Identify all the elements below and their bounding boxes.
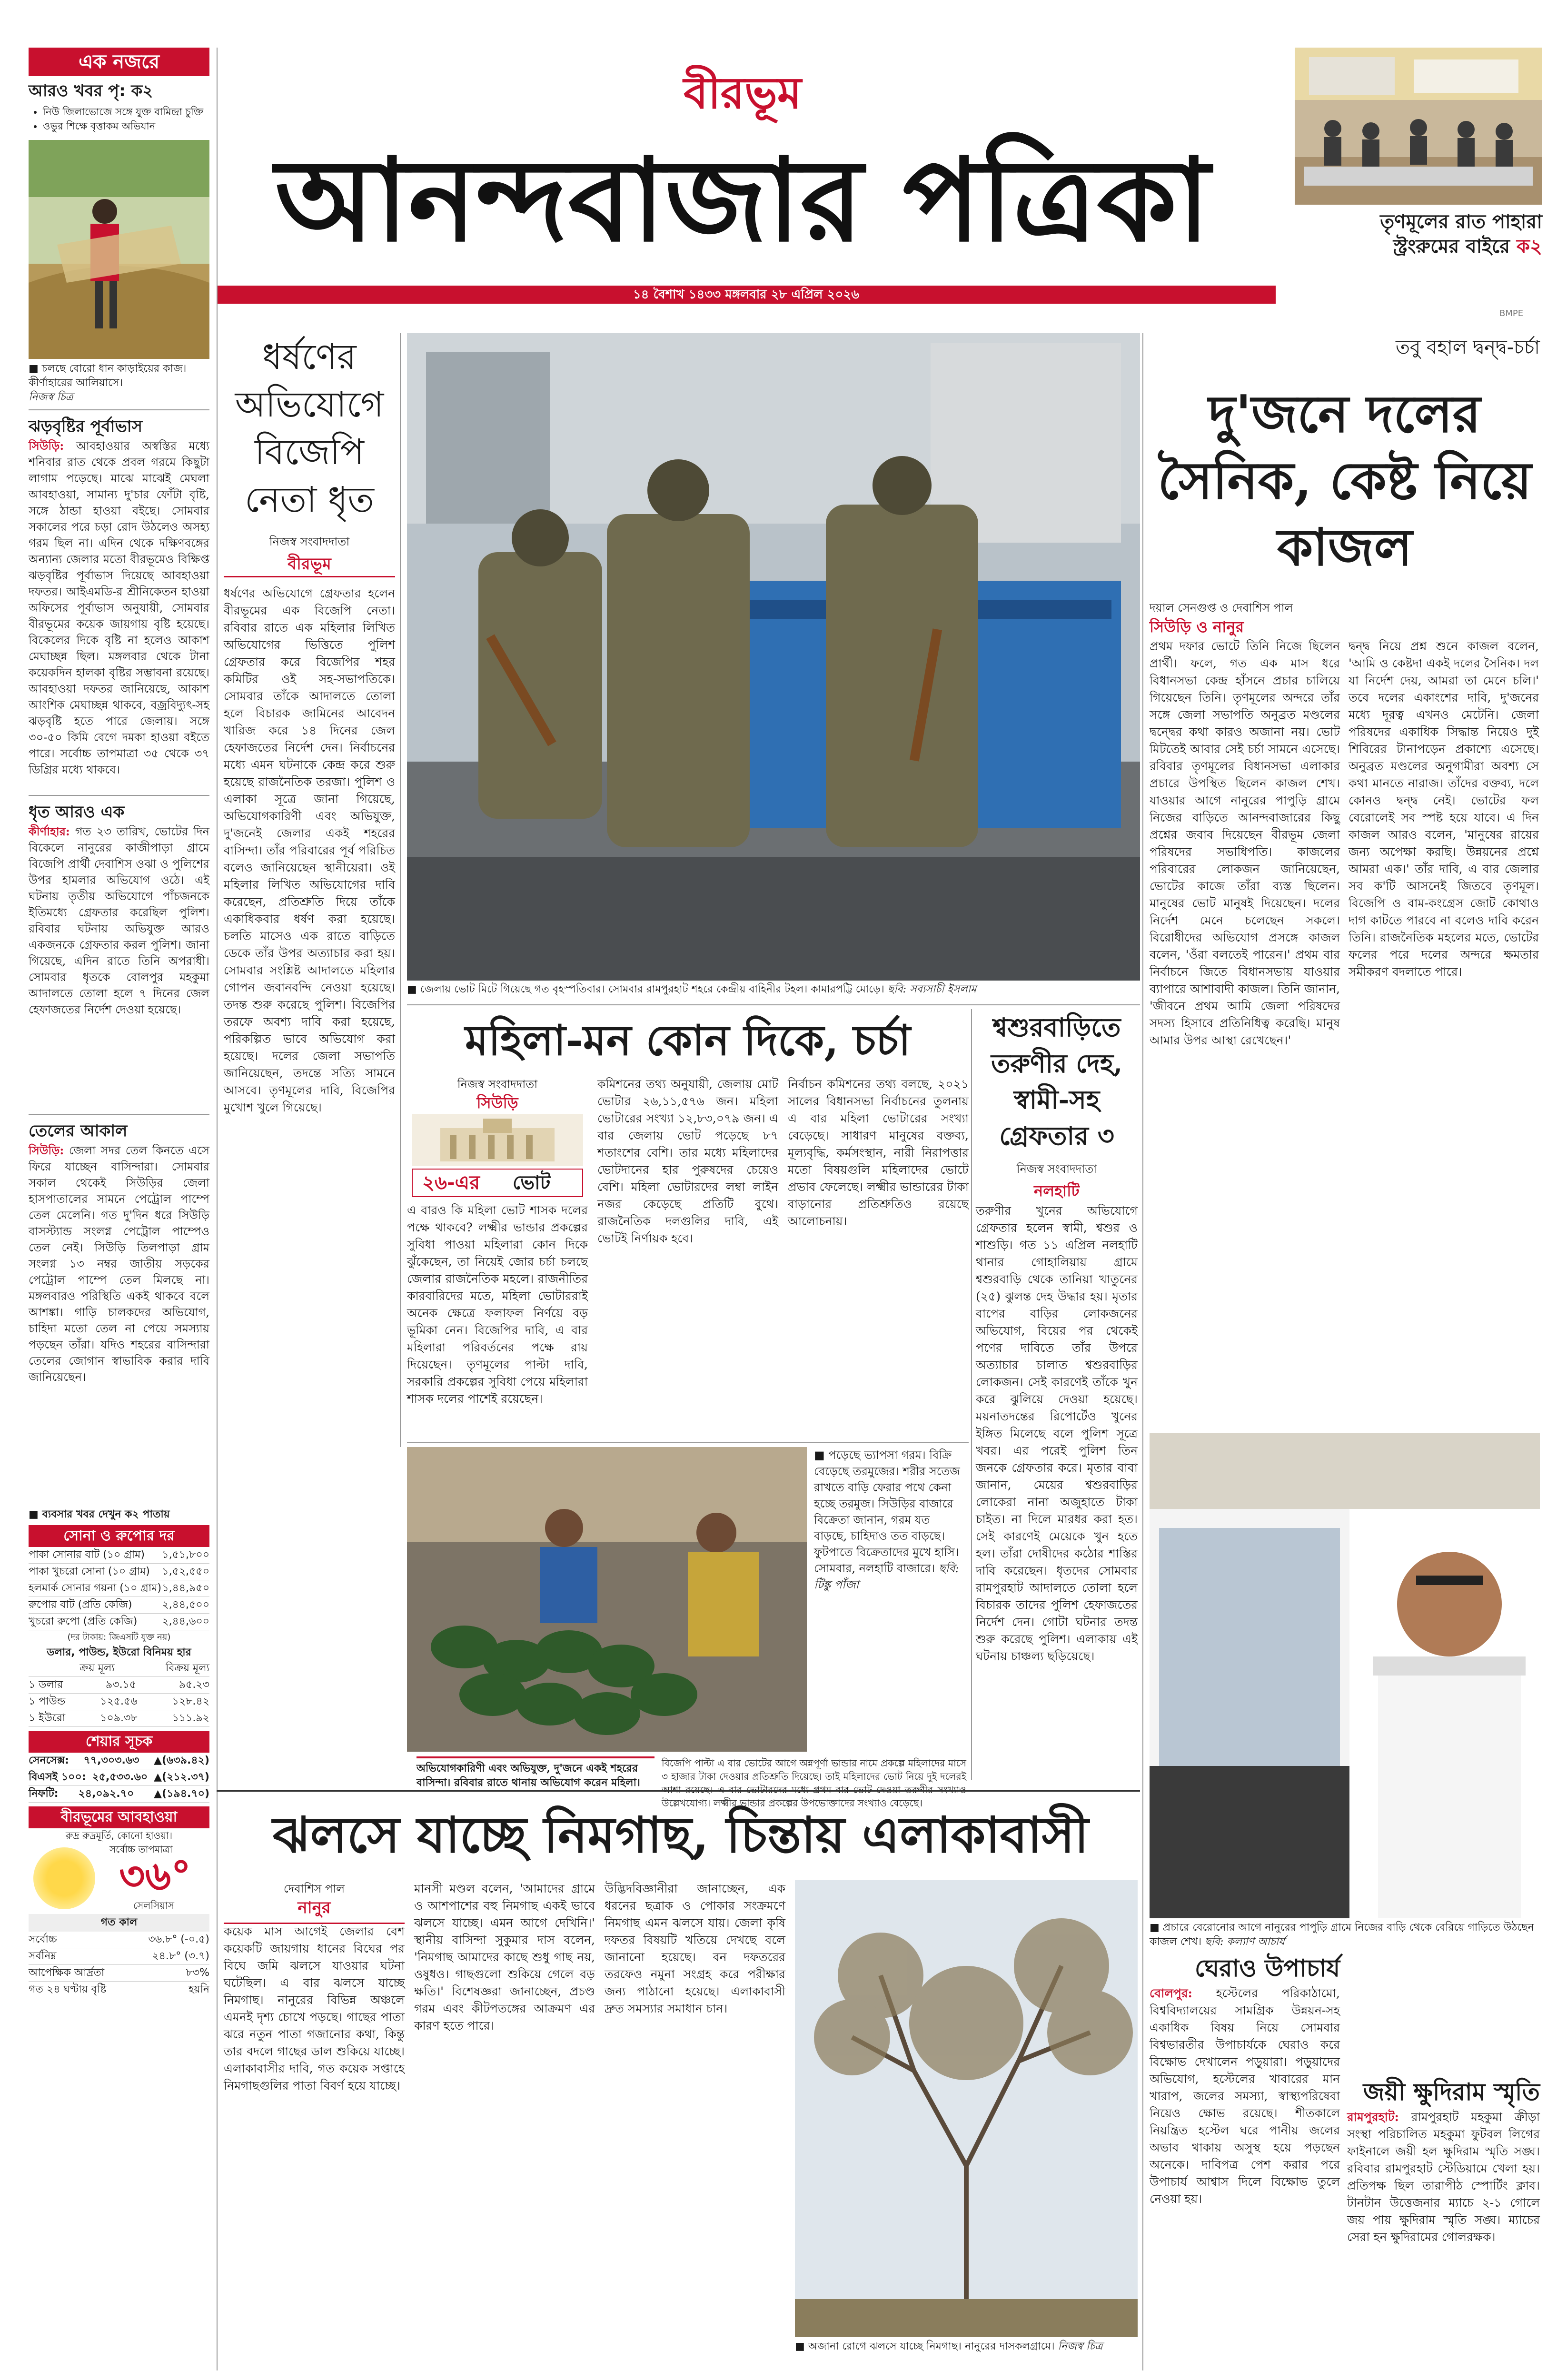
col-1: প্রথম দফার ভোটে তিনি নিজে ছিলেন প্রার্থী। ফলে, গত এক মাস ধরে বিধানসভা কেন্দ্র হাঁসনে প্রচার চালিয়ে গিয়েছেন তিনি। তৃণমূলের অন্দরে তাঁর সঙ্গে জেলা সভাপতি অনুব্রত মণ্ডলের দ্বন্দ্বের কথা কারও অজানা নয়। ভোট মিটতেই আবার সেই চর্চা সামনে এসেছে। রবিবার তৃণমূলের বিধানসভা এলাকার প্রচারে উপস্থিত ছিলেন কাজল শেখ। যাওয়ার আগে নানুরের পাপুড়ি গ্রামে নিজের বাড়িতে আনন্দবাজারের কিছু প্রশ্নের জবাব দিয়েছেন বীরভূম জেলা পরিষদের সভাধিপতি। কাজলের পরিবারের লোকজন জানিয়েছেন, ভোটের কাজে তাঁরা ব্যস্ত ছিলেন। মানুষের ভোট মানুষই দিয়েছেন। দলের নির্দেশ মেনে চলেছেন সকলে। বিরোধীদের অভিযোগ প্রসঙ্গে কাজল বলেন, 'ওঁরা বলতেই পারেন।' প্রথম বার নির্বাচনে জিতে বিধানসভায় যাওয়ার ব্যাপারে আশাবাদী কাজল। তিনি জানান, 'জীবনে প্রথম আমি জেলা পরিষদের সদস্য হিসাবে প্রতিনিধিত্ব করেছি। মানুষ আমার উপর আস্থা রেখেছেন।' xyxy=(1150,639,1340,1047)
arrest-body xyxy=(29,823,209,1109)
body-text: হস্টেলের পরিকাঠামো, বিশ্ববিদ্যালয়ের সামগ্রিক উন্নয়ন-সহ একাধিক বিষয় নিয়ে সোমবার বিশ্বভারতীর উপাচার্যকে ঘেরাও করে বিক্ষোভ দেখালেন পড়ুয়ারা। পড়ুয়াদের অভিযোগ, হস্টেলের খাবারের মান খারাপ, জলের সমস্যা, স্বাস্থ্যপরিষেবা নিয়েও ক্ষোভ রয়েছে। শীতকালে নিয়ন্ত্রিত হস্টেল ঘরে পানীয় জলের অভাব থাকায় অসুস্থ হয়ে পড়ছেন অনেকে। দাবিপত্র পেশ করার পরে উপাচার্য আশ্বাস দিলে বিক্ষোভ তুলে নেওয়া হয়। xyxy=(1150,1986,1340,2206)
place: সিউড়ি ও নানুর xyxy=(1150,618,1244,636)
kajal-photo[interactable] xyxy=(1150,1433,1540,1918)
table-row: খুচরো রুপো (প্রতি কেজি) ২,৪৪,৬০০ xyxy=(29,1614,209,1630)
table-row: ১ ইউরো ১০৯.৩৮ ১১১.৯২ xyxy=(29,1710,209,1727)
women-col-4: বিজেপি পাল্টা এ বার ভোটের আগে অন্নপূর্ণা ভান্ডার নামে প্রকল্পে মহিলাদের মাসে ৩ হাজার টাকা দেওয়ার প্রতিশ্রুতি দিয়েছে। তাই মহিলাদের ভোট নিয়ে দুই দলেরই উল্লেখযোগ্য। লক্ষ্মীর ভান্ডার প্রকল্পের উপভোক্তাদের সংখ্যাও বেড়েছে। xyxy=(662,1757,966,1809)
body-text: রামপুরহাট মহকুমা ক্রীড়া সংস্থা পরিচালিত মহকুমা ফুটবল লিগের ফাইনালে জয়ী হল ক্ষুদিরাম স্মৃতি সঙ্ঘ। রবিবার রামপুরহাট স্টেডিয়ামে খেলা হয়। প্রতিপক্ষ ছিল তারাপীঠ স্পোর্টিং ক্লাব। টানটান উত্তেজনার ম্যাচে ২-১ গোলে জয় পায় ক্ষুদিরাম স্মৃতি সঙ্ঘ। ম্যাচের সেরা হন ক্ষুদিরামের গোলরক্ষক। xyxy=(1347,2110,1540,2244)
harvest-credit: নিজস্ব চিত্র xyxy=(29,391,73,403)
table-row: রুপোর বাট (প্রতি কেজি) ২,৪৪,৫০০ xyxy=(29,1597,209,1614)
caption-text: ■ পড়েছে ভ্যাপসা গরম। বিক্রি বেড়েছে তরমুজের। শরীর সতেজ রাখতে বাড়ি ফেরার পথে কেনা হচ্ছে তরমুজ। সিউড়ির বাজারে বিক্রেতা জানান, গরম যত বাড়ছে, চাহিদাও তত বাড়ছে। ফুটপাতে বিক্রেতাদের মুখে হাসি। সোমবার, নলহাটি বাজারে। xyxy=(814,1448,960,1575)
table-row: ক্রয় মূল্য বিক্রয় মূল্য xyxy=(29,1660,209,1677)
main-photo[interactable] xyxy=(407,333,1140,981)
table-row: আপেক্ষিক আর্দ্রতা ৮৩% xyxy=(29,1965,209,1982)
more-news[interactable]: আরও খবর পৃ: ক২ xyxy=(29,81,153,100)
arrest-place: কীর্ণাহার: xyxy=(29,824,70,838)
gold-header: সোনা ও রুপোর দর xyxy=(29,1525,209,1547)
storm-text: আবহাওয়ার অস্বস্তির মধ্যে শনিবার রাত থেকে প্রবল গরমে কিছুটা লাগাম পড়েছে। মাঝে মাঝেই মেঘলা আবহাওয়া, সামান্য দু'চার ফোঁটা বৃষ্টি, সঙ্গে ঠান্ডা হাওয়া বইছে। সোমবার সকালের পরে চড়া রোদ উঠলেও অসহ্য গরম ছিল না। এদিন থেকে দক্ষিণবঙ্গের অন্যান্য জেলার মতো বীরভূমেও বিক্ষিপ্ত ঝড়বৃষ্টির পূর্বাভাস দিয়েছে আবহাওয়া দফতর। আইএমডি-র শ্রীনিকেতন হাওয়া অফিসের পূর্বাভাস অনুযায়ী, সোমবার বীরভূমের কয়েক জায়গায় বৃষ্টি হয়েছে। বিকেলের দিকে বৃষ্টি না হলেও আকাশ মেঘাচ্ছন্ন ছিল। মঙ্গলবার থেকে টানা কয়েকদিন হালকা বৃষ্টির সম্ভাবনা রয়েছে। আবহাওয়া দফতর জানিয়েছে, আকাশ আংশিক মেঘাচ্ছন্ন থাকবে, বজ্রবিদ্যুৎ-সহ ঝড়বৃষ্টি হতে পারে জেলায়। সঙ্গে ৩০-৫০ কিমি বেগে দমকা হাওয়া বইতে পারে। সর্বোচ্চ তাপমাত্রা ৩৫ থেকে ৩৭ ডিগ্রির মধ্যে থাকবে। xyxy=(29,439,209,776)
table-row: নিফটি: ২৪,০৯২.৭০ ▲(১৯৪.৭০) xyxy=(29,1786,209,1803)
table-row: বিএসই ১০০: ২৫,৫৩৩.৬০ ▲(২১২.৩৭) xyxy=(29,1769,209,1786)
body xyxy=(1150,1985,1340,2361)
share-table xyxy=(29,1753,209,1803)
forex-table xyxy=(29,1660,209,1727)
region-name: বীরভূম xyxy=(684,67,802,119)
headline[interactable]: ধর্ষণের অভিযোগে বিজেপি নেতা ধৃত xyxy=(235,337,384,520)
story-kajal xyxy=(1150,333,1540,1428)
weather-desc: রুদ্র রুদ্রমূর্তি, কোনো হাওয়া। xyxy=(66,1830,172,1841)
body: তরুণীর খুনের অভিযোগে গ্রেফতার হলেন স্বামী, শ্বশুর ও শাশুড়ি। গত ১১ এপ্রিল নলহাটি থানার গোহালিয়ায় গ্রামে শ্বশুরবাড়ি থেকে তানিয়া খাতুনের (২৫) ঝুলন্ত দেহ উদ্ধার হয়। মৃতার বাপের বাড়ির লোকজনের অভিযোগ, বিয়ের পর থেকেই পণের দাবিতে তাঁর উপরে অত্যাচার চালাত শ্বশুরবাড়ির লোকজন। সেই কারণেই তাঁকে খুন করে ঝুলিয়ে দেওয়া হয়েছে। ময়নাতদন্তের রিপোর্টেও খুনের ইঙ্গিত মিলেছে বলে পুলিশ সূত্রে খবর। এর পরেই পুলিশ তিন জনকে গ্রেফতার করে। মৃতার বাবা জানান, মেয়ের শ্বশুরবাড়ির লোকেরা নানা অজুহাতে টাকা চাইত। না দিলে মারধর করা হত। সেই কারণেই মেয়েকে খুন হতে হল। তাঁরা দোষীদের কঠোর শাস্তির দাবি করেছেন। ধৃতদের সোমবার রামপুরহাট আদালতে তোলা হলে বিচারক তাদের পুলিশ হেফাজতের নির্দেশ দেন। গোটা ঘটনার তদন্ত শুরু করেছে পুলিশ। এলাকায় এই ঘটনায় চাঞ্চল্য ছড়িয়েছে। xyxy=(976,1204,1138,1663)
table-row: সর্বোচ্চ ৩৬.৮° (-০.৫) xyxy=(29,1932,209,1948)
kajal-columns xyxy=(1150,638,1540,1380)
pull-quote: অভিযোগকারিণী এবং অভিযুক্ত, দু'জনে একই শহরের বাসিন্দা। রবিবার রাতে থানায় অভিযোগ করেন মহিলা। xyxy=(416,1762,640,1789)
table-row: ১ ডলার ৯৩.১৫ ৯৫.২৩ xyxy=(29,1677,209,1694)
caption-text: ■ প্রচারে বেরোনোর আগে নানুরের পাপুড়ি গ্রামে নিজের বাড়ি থেকে বেরিয়ে গাড়িতে উঠছেন কাজল শেখ। xyxy=(1150,1922,1534,1948)
divider xyxy=(400,333,401,1447)
weather-header: বীরভূমের আবহাওয়া xyxy=(29,1806,209,1828)
headline[interactable]: দু'জনে দলের সৈনিক, কেষ্ট নিয়ে কাজল xyxy=(1158,384,1532,577)
paper-title: আনন্দবাজার পত্রিকা xyxy=(275,133,1210,267)
divider xyxy=(29,409,209,410)
place: রামপুরহাট: xyxy=(1347,2110,1399,2124)
caption-text: ■ অজানা রোগে ঝলসে যাচ্ছে নিমগাছ। নানুরের দাসকলগ্রামে। xyxy=(795,2340,1055,2352)
col-1: কয়েক মাস আগেই জেলার বেশ কয়েকটি জায়গায় ধানের বিঘের পর বিঘে জমি ঝলসে যাওয়ার ঘটনা ঘটেছিল। এ বার ঝলসে যাচ্ছে নিমগাছ। নানুরের বিভিন্ন অঞ্চলে এমনই দৃশ্য চোখে পড়ছে। গাছের পাতা ঝরে নতুন পাতা গজানোর কথা, কিন্তু তার বদলে গাছের ডাল শুকিয়ে যাচ্ছে। এলাকাবাসীর দাবি, গত কয়েক সপ্তাহে নিমগাছগুলির পাতা বিবর্ণ হয়ে যাচ্ছে। xyxy=(224,1924,405,2092)
divider xyxy=(217,1790,1140,1792)
storm-body xyxy=(29,438,209,790)
divider xyxy=(29,795,209,796)
headline[interactable]: ঘেরাও উপাচার্য xyxy=(1194,1954,1340,1982)
story-rape xyxy=(224,333,395,1442)
business-note[interactable]: ■ ব্যবসার খবর দেখুন ক২ পাতায় xyxy=(29,1508,170,1520)
story-gherao xyxy=(1150,1952,1340,2370)
headline[interactable]: জয়ী ক্ষুদিরাম স্মৃতি xyxy=(1363,2078,1540,2106)
ek-nazare-header: এক নজরে xyxy=(29,48,209,76)
list-item[interactable]: • নিউ জিলাভোজে সঙ্গে যুক্ত বামিন্দ্রা চুক্তি xyxy=(43,105,209,119)
byline: দয়াল সেনগুপ্ত ও দেবাশিস পাল xyxy=(1150,601,1293,615)
headline[interactable]: ঝলসে যাচ্ছে নিমগাছ, চিন্তায় এলাকাবাসী xyxy=(272,1805,1089,1864)
divider xyxy=(1142,1790,1143,2370)
teaser-page: ক২ xyxy=(1517,235,1542,258)
divider xyxy=(407,1004,1140,1005)
story-neem xyxy=(224,1799,1138,2370)
assembly-icon xyxy=(412,1114,583,1166)
neem-photo-caption xyxy=(795,2340,1138,2354)
main-photo-caption xyxy=(407,982,1140,997)
market-photo-caption xyxy=(814,1447,966,1752)
pull-quote-box xyxy=(416,1756,654,1785)
place: নলহাটি xyxy=(1034,1182,1080,1200)
body xyxy=(1347,2109,1540,2366)
story-khudiram xyxy=(1347,1952,1540,2370)
col-2: কমিশনের তথ্য অনুযায়ী, জেলায় মোট ভোটার ২৬,১১,৫৭৬ জন। মহিলা ভোটারের সংখ্যা ১২,৮৩,০৭৯ জন। এ বার জেলায় ভোট পড়েছে ৮৭ শতাংশের বেশি। তার মধ্যে মহিলাদের ভোটদানের হার পুরুষদের চেয়েও বেশি। মহিলা ভোটারদের লম্বা লাইন নজর কেড়েছে প্রতিটি বুথে। রাজনৈতিক দলগুলির দাবি, এই ভোটই নির্ণায়ক হবে। xyxy=(597,1077,778,1245)
neem-photo[interactable] xyxy=(795,1880,1138,2337)
place: সিউড়ি xyxy=(476,1094,518,1112)
story-women xyxy=(407,1009,969,1438)
masthead xyxy=(209,29,1276,295)
place: নানুর xyxy=(224,1895,405,1924)
gold-note: (দর টাকায়: জিএসটি যুক্ত নয়) xyxy=(67,1632,171,1642)
market-photo[interactable] xyxy=(407,1447,807,1752)
storm-title[interactable]: ঝড়বৃষ্টির পূর্বাভাস xyxy=(29,417,143,436)
place: বীরভূম xyxy=(224,552,395,577)
yesterday-label: গত কাল xyxy=(29,1914,209,1932)
oil-body xyxy=(29,1142,209,1504)
divider xyxy=(29,1114,209,1115)
dateline: ১৪ বৈশাখ ১৪৩৩ মঙ্গলবার ২৮ এপ্রিল ২০২৬ xyxy=(633,288,860,302)
col-2: দ্বন্দ্ব নিয়ে প্রশ্ন শুনে কাজল বলেন, 'আমি ও কেষ্টদা একই দলের সৈনিক। দল যা নির্দেশ দেয়, আমরা তা মেনে চলি।' তবে দলের একাংশের দাবি, দু'জনের মধ্যে দূরত্ব এখনও মেটেনি। জেলা পরিষদের একাধিক সিদ্ধান্ত নিয়েও দুই শিবিরের টানাপড়েন প্রকাশ্যে এসেছে। অনুব্রত মণ্ডলের অনুগামীরা অবশ্য সে কথা মানতে নারাজ। তাঁদের বক্তব্য, দলে কোনও দ্বন্দ্ব নেই। ভোটের ফল বেরোলেই সব স্পষ্ট হয়ে যাবে। এ দিন কাজল আরও বলেন, 'মানুষের রায়ের জন্য অপেক্ষা করছি। উন্নয়নের প্রশ্নে আমরা এক।' তাঁর দাবি, এ বার জেলার সব ক'টি আসনেই জিতবে তৃণমূল। বিজেপি ও বাম-কংগ্রেস জোট কোথাও দাগ কাটতে পারবে না বলেও দাবি করেন তিনি। রাজনৈতিক মহলের মতে, ভোটের ফলের পরে দলের অন্দরে ক্ষমতার সমীকরণ বদলাতে পারে। xyxy=(1349,639,1539,979)
forex-title: ডলার, পাউন্ড, ইউরো বিনিময় হার xyxy=(47,1646,191,1658)
teaser-photo[interactable] xyxy=(1295,48,1542,205)
byline: দেবাশিস পাল xyxy=(283,1882,345,1895)
divider xyxy=(407,1442,969,1443)
weather-block xyxy=(29,1843,209,1914)
story-bride xyxy=(976,1009,1138,1785)
weather-table xyxy=(29,1932,209,1998)
dateline-bar xyxy=(217,286,1276,304)
caption-credit: ছবি: টিঙ্কু পাঁজা xyxy=(814,1562,959,1591)
place: বোলপুর: xyxy=(1150,1986,1192,2000)
kicker: তবু বহাল দ্বন্দ্ব-চর্চা xyxy=(1395,337,1540,358)
caption-credit: ছবি: কল্যাণ আচার্য xyxy=(1205,1936,1285,1948)
tag-word: ভোট xyxy=(513,1172,551,1194)
divider xyxy=(971,1009,972,1780)
teaser-line2-text: স্ট্রংরুমের বাইরে xyxy=(1393,235,1510,258)
more-news-list xyxy=(29,105,209,133)
table-row: ১ পাউন্ড ১২৫.৫৬ ১২৮.৪২ xyxy=(29,1694,209,1710)
teaser-line2[interactable] xyxy=(1295,234,1542,259)
byline: নিজস্ব সংবাদদাতা xyxy=(457,1078,538,1091)
caption-text: ■ জেলায় ভোট মিটে গিয়েছে গত বৃহস্পতিবার। সোমবার রামপুরহাট শহরে কেন্দ্রীয় বাহিনীর টহল। কামারপট্টি মোড়ে। xyxy=(407,983,884,995)
table-row: পাকা খুচরো সোনা (১০ গ্রাম) ১,৫২,৫৫০ xyxy=(29,1564,209,1580)
temp-label: সর্বোচ্চ তাপমাত্রা xyxy=(109,1844,173,1855)
col-3: উদ্ভিদবিজ্ঞানীরা জানাচ্ছেন, এক ধরনের ছত্রাক ও পোকার সংক্রমণে নিমগাছ এমন ঝলসে যায়। জেলা কৃষি দফতর বিষয়টি খতিয়ে দেখছে বলে জানানো হয়েছে। বন দফতরের তরফেও নমুনা সংগ্রহ করে পরীক্ষার জন্য পাঠানো হয়েছে। এলাকাবাসী দ্রুত সমস্যার সমাধান চান। xyxy=(605,1882,785,2015)
caption-credit: ছবি: সব্যসাচী ইসলাম xyxy=(887,983,977,995)
caption-credit: নিজস্ব চিত্র xyxy=(1058,2340,1103,2352)
storm-place: সিউড়ি: xyxy=(29,439,64,453)
headline[interactable]: মহিলা-মন কোন দিকে, চর্চা xyxy=(465,1015,911,1065)
body: ধর্ষণের অভিযোগে গ্রেফতার হলেন বীরভূমের এক বিজেপি নেতা। রবিবার রাতে এক মহিলার লিখিত অভিযোগের ভিত্তিতে পুলিশ গ্রেফতার করে বিজেপির শহর কমিটির ওই সহ-সভাপতিকে। সোমবার তাঁকে আদালতে তোলা হলে বিচারক জামিনের আবেদন খারিজ করে ১৪ দিনের জেল হেফাজতের নির্দেশ দেন। নির্বাচনের মধ্যে এমন ঘটনাকে কেন্দ্র করে শুরু হয়েছে রাজনৈতিক তরজা। পুলিশ ও এলাকা সূত্রে জানা গিয়েছে, অভিযোগকারিণী এবং অভিযুক্ত, দু'জনেই জেলার একই শহরের বাসিন্দা। তাঁর পরিবারের পূর্ব পরিচিত বলেও জানিয়েছেন স্থানীয়েরা। ওই মহিলার লিখিত অভিযোগের দাবি করেছেন, প্রতিশ্রুতি দিয়ে তাঁকে একাধিকবার ধর্ষণ করা হয়েছে। চলতি মাসেও এক রাতে বাড়িতে ডেকে তাঁর উপর অত্যাচার করা হয়। সোমবার সংশ্লিষ্ট আদালতে মহিলার গোপন জবানবন্দি নেওয়া হয়েছে। তদন্ত শুরু করেছে পুলিশ। বিজেপির তরফে অবশ্য দাবি করা হয়েছে, পরিকল্পিত ভাবে অভিযোগ করা হয়েছে। দলের জেলা সভাপতি জানিয়েছেন, তদন্তে সত্যি সামনে আসবে। তৃণমূলের দাবি, বিজেপির মুখোশ খুলে গিয়েছে। xyxy=(224,586,395,1114)
arrest-title[interactable]: ধৃত আরও এক xyxy=(29,803,125,822)
headline[interactable]: শ্বশুরবাড়িতে তরুণীর দেহ, স্বামী-সহ গ্রেফতার ৩ xyxy=(991,1012,1122,1151)
gold-table xyxy=(29,1547,209,1630)
oil-text: জেলা সদর তেল কিনতে এসে ফিরে যাচ্ছেন বাসিন্দারা। সোমবার সকাল থেকেই সিউড়ির জেলা হাসপাতালের সামনে পেট্রোল পাম্পে তেল মেলেনি। গত দু'দিন ধরে সিউড়ি বাসস্ট্যান্ড সংলগ্ন পেট্রোল পাম্পেও তেল নেই। সিউড়ি তিলপাড়া গ্রাম সংলগ্ন ১৩ নম্বর জাতীয় সড়কের পেট্রোল পাম্পে তেল মিলছে না। মঙ্গলবারও পরিস্থিতি একই থাকবে বলে আশঙ্কা। গাড়ি চালকদের অভিযোগ, চাহিদা মতো তেল না পেয়ে সমস্যায় পড়ছেন তাঁরা। যদিও শহরের বাসিন্দারা তেলের জোগান স্বাভাবিক করার দাবি জানিয়েছেন। xyxy=(29,1144,210,1384)
temp-value: ৩৬° xyxy=(119,1853,191,1899)
harvest-caption: ■ চলছে বোরো ধান কাড়াইয়ের কাজ। কীর্ণাহারের আলিয়াসে। xyxy=(29,363,187,389)
table-row: সর্বনিম্ন ২৪.৮° (৩.৭) xyxy=(29,1948,209,1965)
table-row: সেনসেক্স: ৭৭,৩০৩.৬৩ ▲(৬৩৯.৪২) xyxy=(29,1753,209,1769)
oil-place: সিউড়ি: xyxy=(29,1143,64,1157)
election-tag xyxy=(412,1169,583,1197)
divider xyxy=(217,48,218,2370)
oil-title[interactable]: তেলের আকাল xyxy=(29,1121,128,1140)
tag-num: ২৬-এর xyxy=(422,1172,480,1194)
byline: নিজস্ব সংবাদদাতা xyxy=(269,535,350,548)
table-row: হলমার্ক সোনার গয়না (১০ গ্রাম) ১,৪৪,৯৫০ xyxy=(29,1580,209,1597)
edition-code: BMPE xyxy=(1499,308,1524,318)
share-header: শেয়ার সূচক xyxy=(29,1731,209,1753)
harvest-photo[interactable] xyxy=(29,140,209,359)
gherao-cont xyxy=(1347,1952,1540,2075)
col-3: নির্বাচন কমিশনের তথ্য বলছে, ২০২১ সালের বিধানসভা নির্বাচনের তুলনায় এ বার মহিলা ভোটারের সংখ্যা বেড়েছে। সাধারণ মানুষের বক্তব্য, মূল্যবৃদ্ধি, কর্মসংস্থান, নারী নিরাপত্তার মতো বিষয়গুলি মহিলাদের ভোটে প্রভাব ফেলেছে। লক্ষ্মীর ভান্ডারের টাকা বাড়ানোর প্রতিশ্রুতিও রয়েছে আলোচনায়। xyxy=(788,1077,969,1228)
col-2: মানসী মণ্ডল বলেন, 'আমাদের গ্রামে ও আশপাশের বহু নিমগাছ একই ভাবে ঝলসে যাচ্ছে। এমন আগে দেখিনি।' স্থানীয় বাসিন্দা সুকুমার দাস বলেন, 'নিমগাছ আমাদের কাছে শুধু গাছ নয়, ওষুধও। গাছগুলো শুকিয়ে গেলে বড় ক্ষতি।' বিশেষজ্ঞরা জানাচ্ছেন, প্রচণ্ড গরম এবং কীটপতঙ্গের আক্রমণ এর কারণ হতে পারে। xyxy=(414,1882,595,2033)
sun-icon xyxy=(33,1847,95,1909)
list-item[interactable]: • ওভুর শিক্ষে বৃত্তাকম অভিযান xyxy=(43,119,209,133)
arrest-text: গত ২৩ তারিখ, ভোটের দিন বিকেলে নানুরের কাজীপাড়া গ্রামে বিজেপি প্রার্থী দেবাশিস ওঝা ও পুলিশের উপর হামলার অভিযোগ ওঠে। এই ঘটনায় তৃতীয় অভিযোগে পাঁচজনকে ইতিমধ্যে গ্রেফতার করেছিল পুলিশ। রবিবার ঘটনায় অভিযুক্ত আরও একজনকে গ্রেফতার করল পুলিশ। জানা গিয়েছে, এদিন রাতে তিনি অপরাধী। সোমবার ধৃতকে বোলপুর মহকুমা আদালতে তোলা হলে ৭ দিনের জেল হেফাজতের নির্দেশ দেওয়া হয়েছে। xyxy=(29,825,209,1016)
left-column xyxy=(29,48,209,2370)
temp-unit: সেলসিয়াস xyxy=(133,1900,174,1911)
table-row: গত ২৪ ঘণ্টায় বৃষ্টি হয়নি xyxy=(29,1982,209,1998)
divider xyxy=(1142,333,1143,1790)
table-row: পাকা সোনার বাট (১০ গ্রাম) ১,৫১,৮০০ xyxy=(29,1547,209,1564)
byline: নিজস্ব সংবাদদাতা xyxy=(1016,1162,1097,1176)
col-1: এ বারও কি মহিলা ভোট শাসক দলের পক্ষে থাকবে? লক্ষ্মীর ভান্ডার প্রকল্পের সুবিধা পাওয়া মহিলারা কোন দিকে ঝুঁকেছেন, তা নিয়েই জোর চর্চা চলছে জেলার রাজনৈতিক মহলে। রাজনীতির কারবারিদের মতে, মহিলা ভোটাররাই অনেক ক্ষেত্রে ফলাফল নির্ণয়ে বড় ভূমিকা নেন। বিজেপির দাবি, এ বার মহিলারা পরিবর্তনের পক্ষে রায় দিয়েছেন। তৃণমূলের পাল্টা দাবি, সরকারি প্রকল্পের সুবিধা পেয়ে মহিলারা শাসক দলের পাশেই রয়েছেন। xyxy=(407,1203,588,1406)
teaser-line1[interactable]: তৃণমূলের রাত পাহারা xyxy=(1380,210,1542,233)
kajal-photo-caption xyxy=(1150,1921,1540,1949)
